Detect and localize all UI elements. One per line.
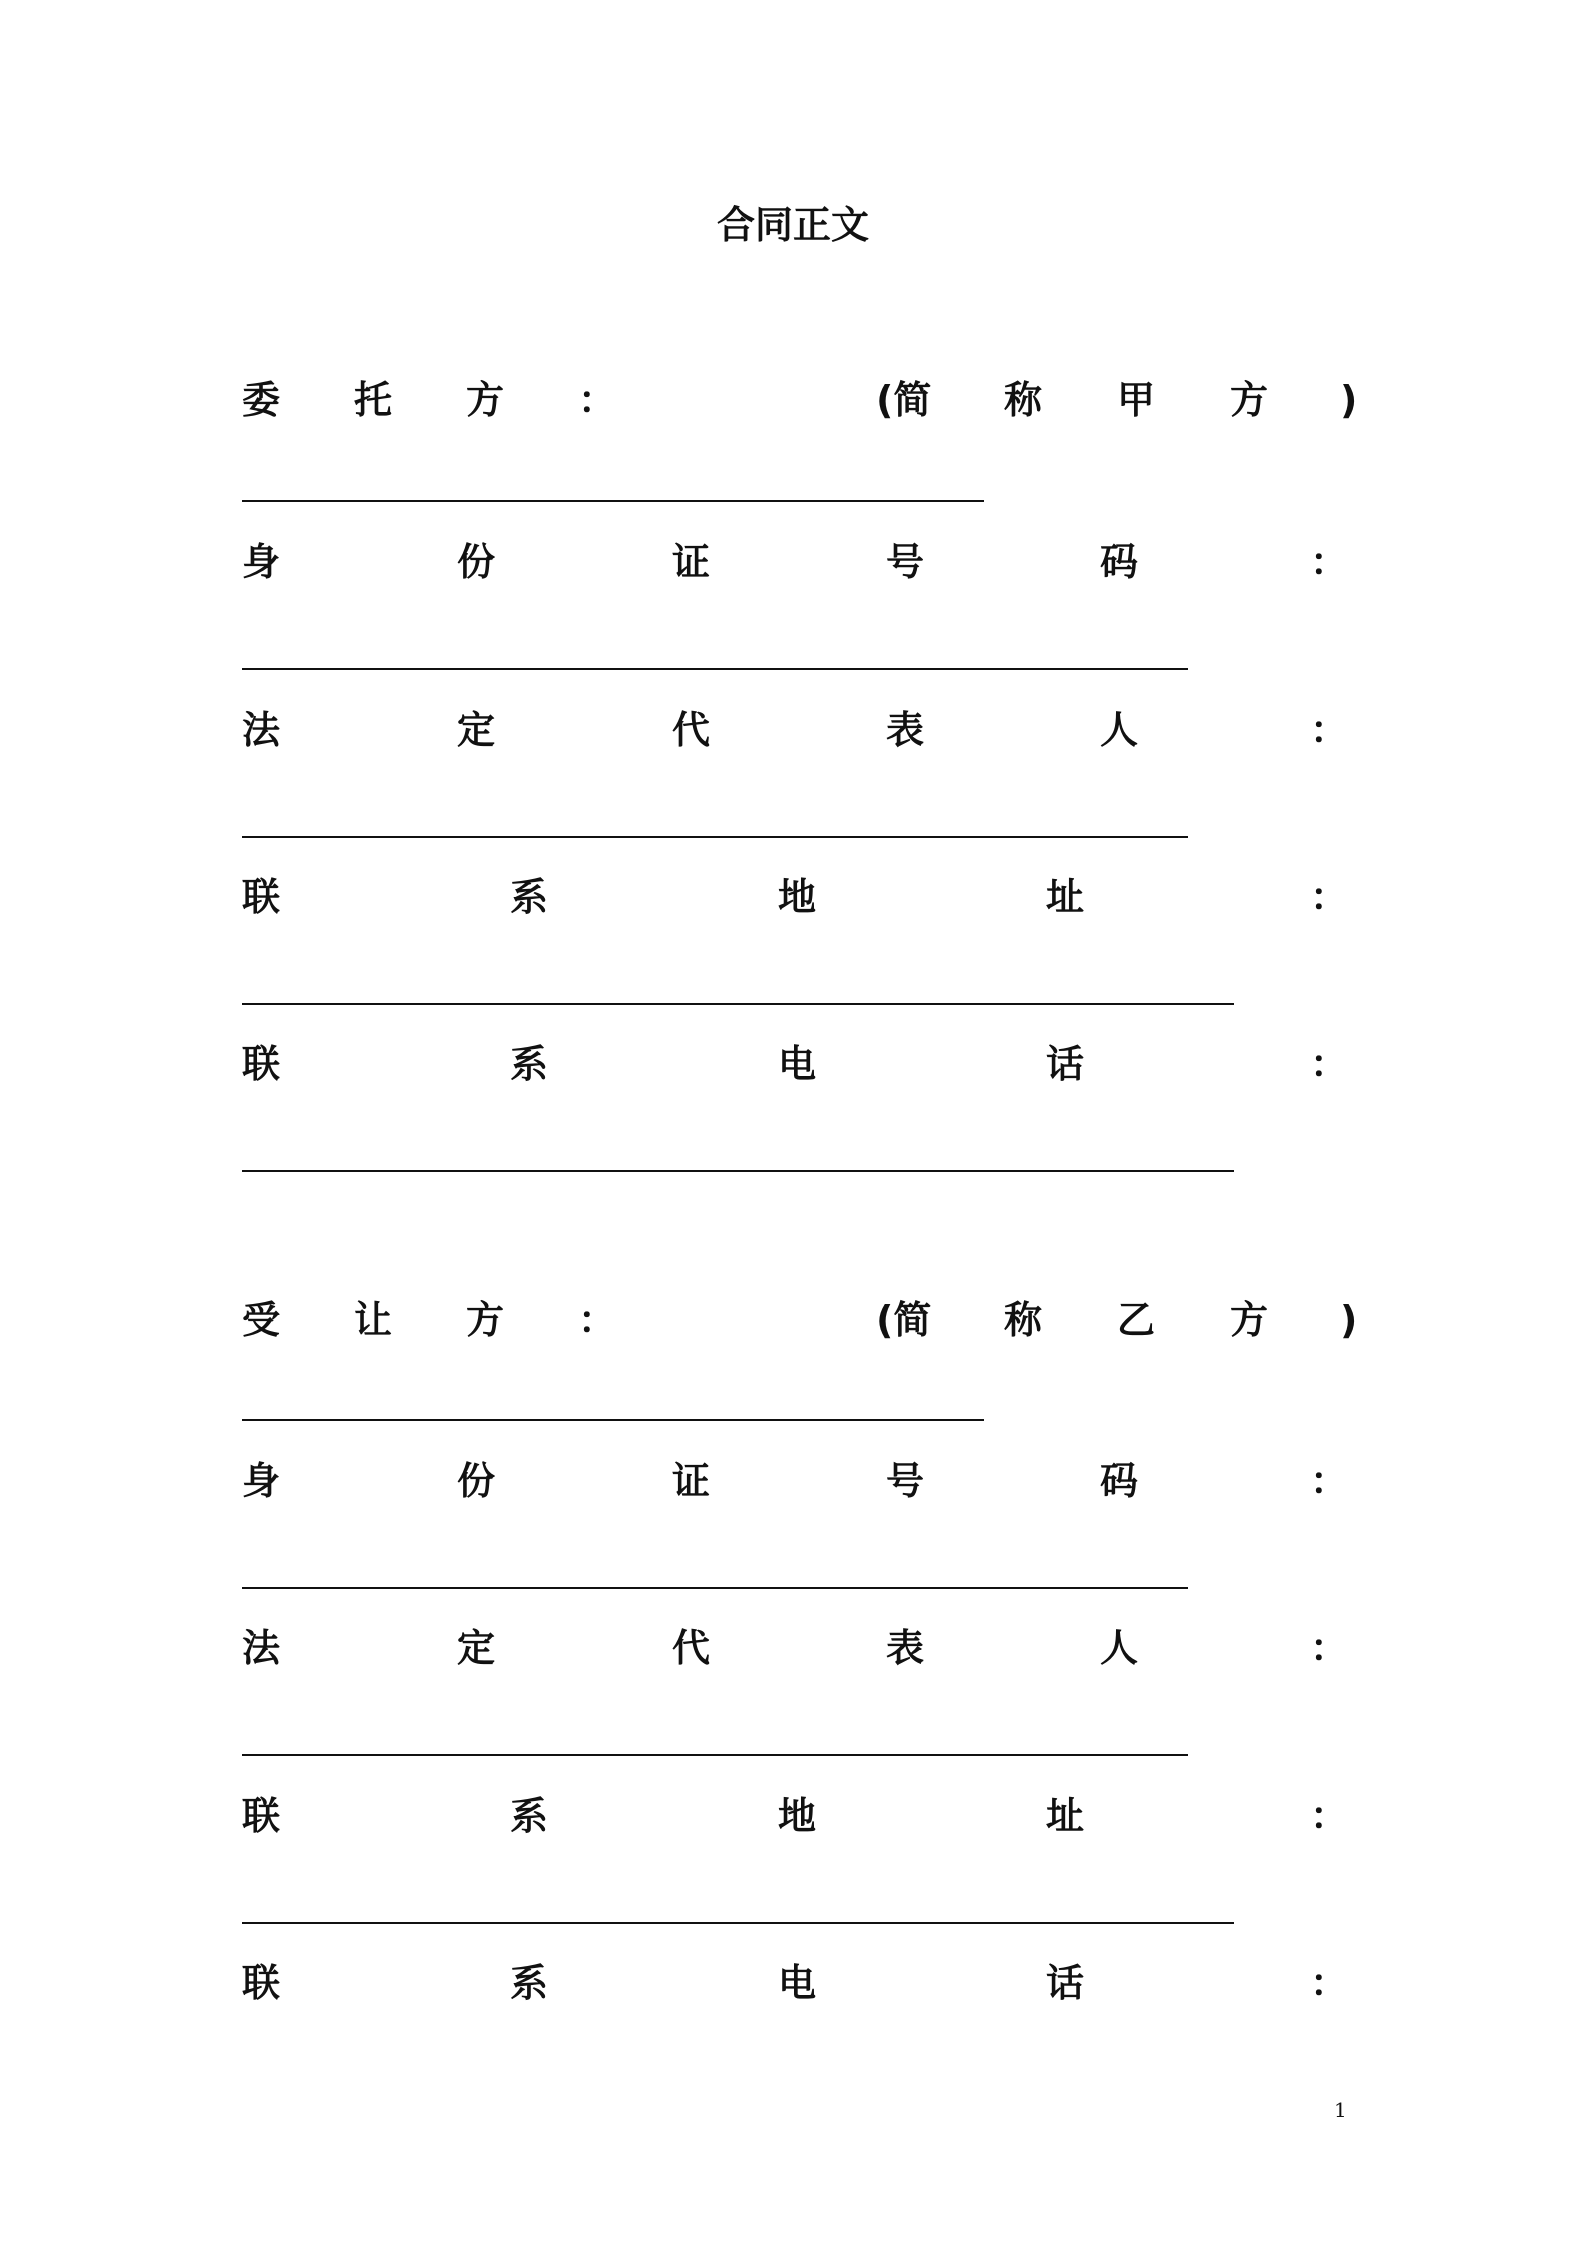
party-a-legal-rep-row (242, 700, 1357, 760)
party-b-phone-row (242, 1953, 1357, 2013)
field-label-char: 人 (1100, 1626, 1139, 1670)
party-a-phone-row (242, 1034, 1357, 1094)
field-label-char: 址 (1046, 875, 1085, 919)
field-label-char: 联 (242, 1794, 281, 1838)
heading-char: ： (578, 378, 617, 422)
field-label-char: 址 (1046, 1794, 1085, 1838)
field-label-char: 系 (510, 1961, 549, 2005)
field-label-char: ： (1310, 1961, 1349, 2005)
field-label-char: 身 (242, 1459, 281, 1503)
heading-char: (简 (876, 378, 932, 422)
party-a-address-blank[interactable] (242, 1003, 1234, 1005)
field-label-char: 代 (672, 708, 711, 752)
field-label-char: ： (1310, 708, 1349, 752)
field-label-char: 号 (886, 540, 925, 584)
heading-char: (简 (876, 1298, 932, 1342)
field-label-char: 法 (242, 1626, 281, 1670)
field-label-char: 定 (457, 1626, 496, 1670)
field-label-char: 系 (510, 1794, 549, 1838)
field-label-char: 话 (1046, 1961, 1085, 2005)
field-label-char: ： (1310, 1626, 1349, 1670)
heading-char: 方 (466, 378, 505, 422)
party-a-id-number-row (242, 532, 1357, 592)
party-b-id-number-row (242, 1451, 1357, 1511)
field-label-char: 份 (457, 540, 496, 584)
heading-char: 乙 (1117, 1298, 1156, 1342)
field-label-char: ： (1310, 1459, 1349, 1503)
party-b-heading-row (242, 1290, 1357, 1350)
heading-char: 甲 (1117, 378, 1156, 422)
heading-char: 让 (354, 1298, 393, 1342)
party-a-heading-row (242, 370, 1357, 430)
heading-char: 方 (1230, 378, 1269, 422)
field-label-char: 码 (1100, 1459, 1139, 1503)
party-b-address-row (242, 1786, 1357, 1846)
field-label-char: ： (1310, 875, 1349, 919)
field-label-char: 定 (457, 708, 496, 752)
field-label-char: 代 (672, 1626, 711, 1670)
field-label-char: 证 (672, 1459, 711, 1503)
party-a-legal-rep-blank[interactable] (242, 836, 1188, 838)
party-b-name-blank[interactable] (242, 1419, 984, 1421)
field-label-char: 联 (242, 1042, 281, 1086)
heading-char: ) (1340, 1298, 1358, 1342)
field-label-char: 表 (886, 1626, 925, 1670)
heading-char: 方 (466, 1298, 505, 1342)
party-a-address-row (242, 867, 1357, 927)
field-label-char: 联 (242, 1961, 281, 2005)
field-label-char: 电 (778, 1961, 817, 2005)
party-a-id-number-blank[interactable] (242, 668, 1188, 670)
party-b-id-number-blank[interactable] (242, 1587, 1188, 1589)
field-label-char: 电 (778, 1042, 817, 1086)
heading-char: ) (1340, 378, 1358, 422)
heading-char: 称 (1004, 378, 1043, 422)
party-b-address-blank[interactable] (242, 1922, 1234, 1924)
field-label-char: 系 (510, 1042, 549, 1086)
field-label-char: 话 (1046, 1042, 1085, 1086)
field-label-char: 人 (1100, 708, 1139, 752)
field-label-char: 码 (1100, 540, 1139, 584)
heading-char: 称 (1004, 1298, 1043, 1342)
heading-char: ： (578, 1298, 617, 1342)
heading-char: 托 (354, 378, 393, 422)
party-b-legal-rep-blank[interactable] (242, 1754, 1188, 1756)
field-label-char: 地 (778, 1794, 817, 1838)
page-title: 合同正文 (716, 203, 869, 247)
heading-char: 受 (242, 1298, 281, 1342)
field-label-char: 表 (886, 708, 925, 752)
field-label-char: 身 (242, 540, 281, 584)
heading-char: 方 (1230, 1298, 1269, 1342)
field-label-char: 系 (510, 875, 549, 919)
page-number: 1 (1334, 2098, 1347, 2122)
field-label-char: 法 (242, 708, 281, 752)
heading-char: 委 (242, 378, 281, 422)
party-a-phone-blank[interactable] (242, 1170, 1234, 1172)
field-label-char: 地 (778, 875, 817, 919)
field-label-char: 联 (242, 875, 281, 919)
field-label-char: 份 (457, 1459, 496, 1503)
field-label-char: 号 (886, 1459, 925, 1503)
party-b-legal-rep-row (242, 1618, 1357, 1678)
field-label-char: 证 (672, 540, 711, 584)
field-label-char: ： (1310, 540, 1349, 584)
party-a-name-blank[interactable] (242, 500, 984, 502)
field-label-char: ： (1310, 1042, 1349, 1086)
field-label-char: ： (1310, 1794, 1349, 1838)
